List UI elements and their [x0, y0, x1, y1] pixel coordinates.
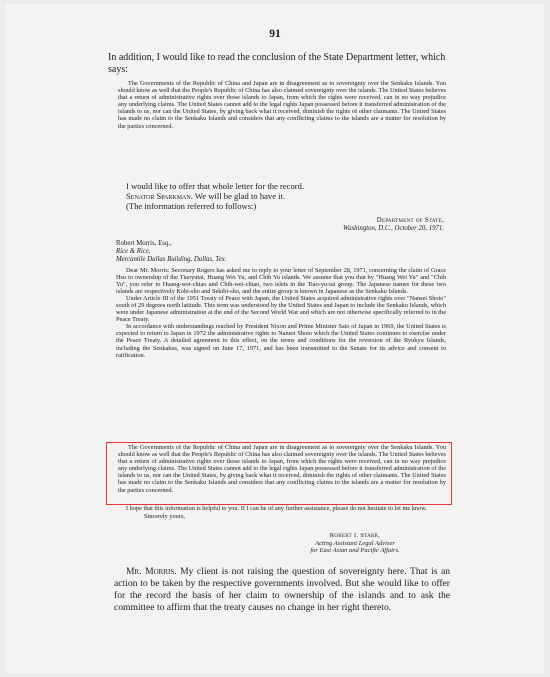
date-line: Washington, D.C., October 20, 1971.: [343, 225, 444, 232]
address-building: Mercantile Dallas Building, Dallas, Tex.: [116, 255, 227, 263]
letter-paragraph: In accordance with understandings reached by President Nixon and Prime Minister Sato of Japan in 1969, the United States is expected to return to Japan in 1972 the administrative rights to Nansei Shoto which the United States continues to exercise under the Peace Treaty. A detailed agreement to this effect, on the terms and conditions for the reversion of the Ryukyu Islands, including the Senkakus, was signed on June 17, 1971, and has been transmitted to the Senate for its advice and consent to ratification.: [116, 323, 446, 359]
sign-off: Sincerely yours,: [144, 513, 185, 521]
signer-title: Acting Assistant Legal Adviser: [315, 539, 395, 547]
letter-paragraph: Dear Mr. Morris: Secretary Rogers has asked me to reply to your letter of September 28, 1971, concerning the claim of Grace Hsu to ownership of the Tiaoyutai, Huang Wei Yu, and Chih Yu islands. We assume that you that by "Huang Wei Yu" and "Chih Yu", you refer to Huang-wei-chiao and Chih-wei-chiao, two islets in the Tiao-yu-tai group. The Japanese names for these two islands are respectively Kobi-sho and Sekibi-sho, and the entire group is known in Japanese as the Senkaku Islands.: [116, 267, 446, 296]
senator-name: Senator Sparkman.: [126, 191, 193, 201]
document-page: [6, 4, 544, 673]
senator-line: [116, 191, 446, 201]
morris-remark: [114, 566, 450, 614]
letter-body: [116, 267, 446, 359]
letter-address: [116, 240, 376, 263]
address-firm: Rice & Rice,: [116, 247, 151, 255]
address-recipient: Robert Morris, Esq.,: [116, 240, 172, 247]
bracket-note: (The information referred to follows:): [126, 201, 257, 211]
quoted-conclusion-top: [118, 80, 446, 130]
senator-reply: We will be glad to have it.: [194, 191, 286, 201]
offer-line: I would like to offer that whole letter for the record.: [126, 181, 305, 191]
signer-name: Robert I. Starr,: [329, 532, 381, 539]
hearing-exchange: [116, 181, 446, 211]
remark-text: My client is not raising the question of sovereignty here. That is an action to be taken by the respective governments involved. But she would like to offer for the record the basis of her claim to ownership of the islands and to ask the committee to affirm that the treaty causes no change in her right thereto.: [114, 566, 450, 613]
remark-paragraph: [114, 566, 450, 614]
speaker-name: Mr. Morris.: [126, 566, 177, 577]
highlighted-quote-text: The Governments of the Republic of China and Japan are in disagreement as to sovereignty over the Senkaku Islands. You should know as well that the People's Republic of China has also claimed sovereignty over the islands. The United States believes that a return of administrative rights over those islands to Japan, from which the rights were received, can in no way prejudice any underlying claims. The United States cannot add to the legal rights Japan possessed before it transferred administration of the islands to us, nor can the United States, by giving back what it received, diminish the rights of other claimants. The United States has made no claim to the Senkaku Islands and considers that any conflicting claims to the islands are a matter for resolution by the parties concerned.: [118, 444, 446, 494]
letter-closing: [116, 505, 446, 520]
quoted-conclusion-text: The Governments of the Republic of China and Japan are in disagreement as to sovereignty over the Senkaku Islands. You should know as well that the People's Republic of China has also claimed sovereignty over the islands. The United States believes that a return of administrative rights over those islands to Japan, from which the rights were received, can in no way prejudice any underlying claims. The United States cannot add to the legal rights Japan possessed before it transferred administration of the islands to us, nor can the United States, by giving back what it received, diminish the rights of other claimants. The United States has made no claim to the Senkaku Islands and considers that any conflicting claims to the islands are a matter for resolution by the parties concerned.: [118, 80, 446, 130]
intro-paragraph: In addition, I would like to read the conclusion of the State Department letter, which says:: [108, 52, 446, 75]
letter-dateline: [274, 217, 444, 233]
department-line: Department of State,: [376, 217, 444, 224]
closing-text: I hope that this information is helpful to you. If I can be of any further assistance, please do not hesitate to let me know.: [126, 505, 427, 512]
signature-block: [260, 532, 450, 555]
signer-office: for East Asian and Pacific Affairs.: [310, 547, 400, 555]
page-number: 91: [269, 28, 281, 40]
letter-paragraph: Under Article III of the 1951 Treaty of Peace with Japan, the United States acquired administrative rights over "Nansei Shoto" south of 29 degrees north latitude. This term was understood by the United States and Japan to include the Senkaku Islands, which were under Japanese administration at the end of the Second World War and which are not otherwise specifically referred to in the Peace Treaty.: [116, 295, 446, 324]
highlight-box: [106, 442, 452, 505]
